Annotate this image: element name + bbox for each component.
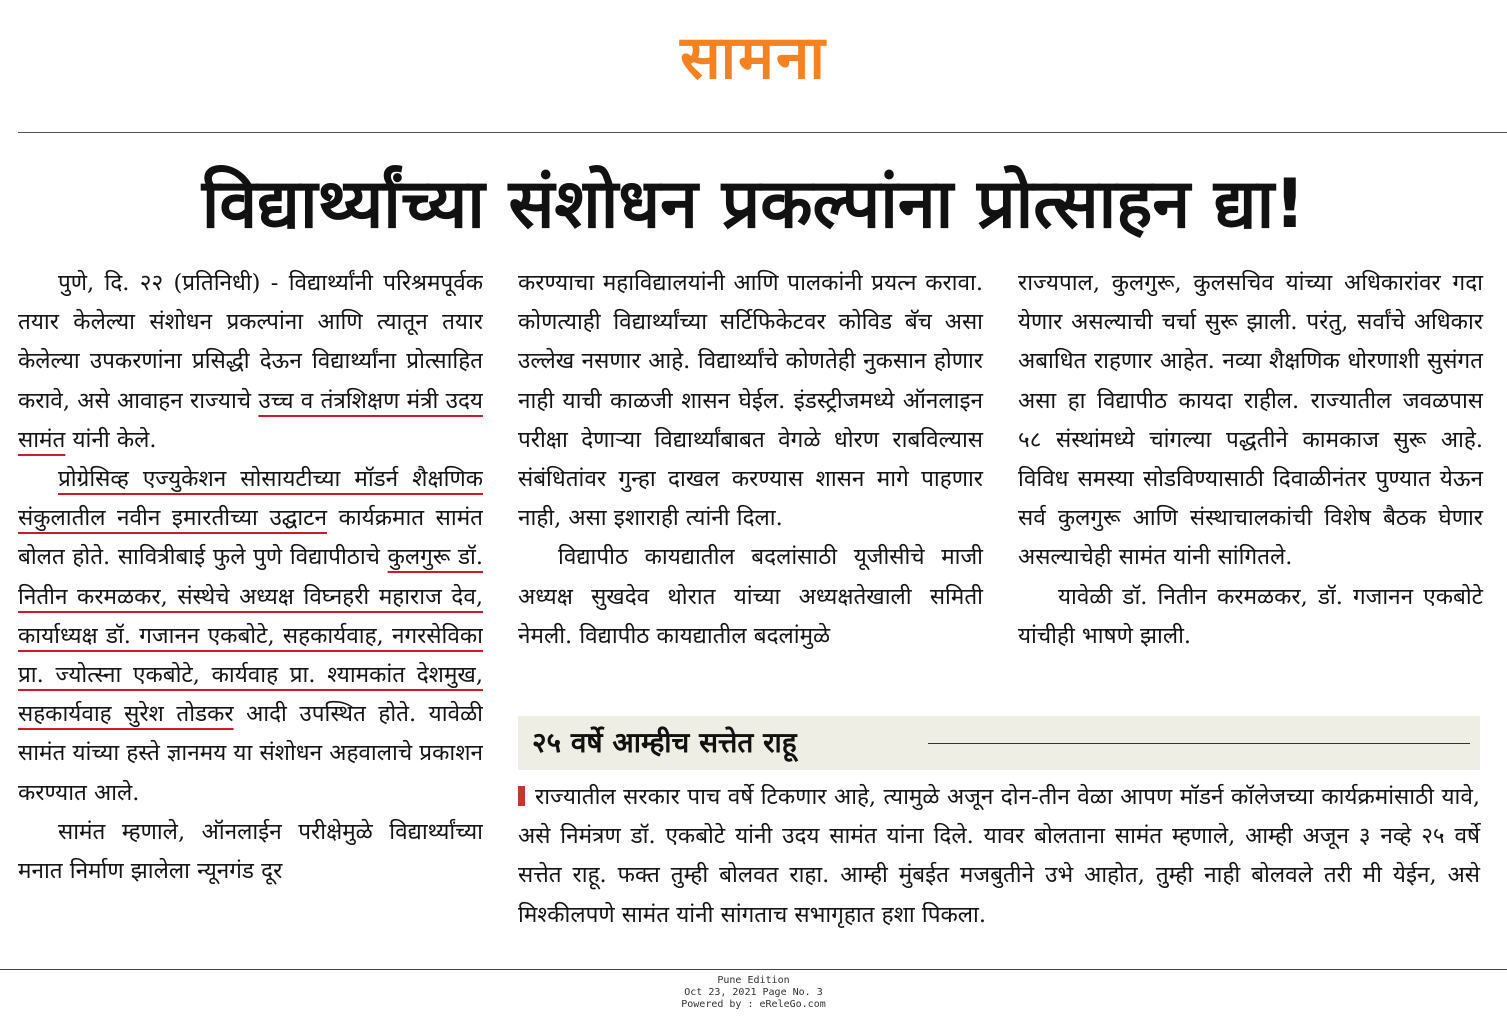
text: आदी उपस्थित होते. यावेळी सामंत यांच्या हस्ते ज्ञानमय या संशोधन अहवालाचे प्रकाशन करण्यात आले.	[18, 701, 483, 806]
page-footer	[0, 975, 1507, 1011]
date-page-label: Oct 23, 2021 Page No. 3	[684, 987, 823, 998]
article-column-2	[518, 264, 983, 656]
subheading: २५ वर्षे आम्हीच सत्तेत राहू	[532, 726, 797, 759]
masthead-divider	[18, 132, 1507, 133]
paragraph	[18, 460, 483, 813]
underlined-text: उच्च व तंत्रशिक्षण मंत्री उदय सामंत	[18, 387, 483, 453]
bullet-marker-icon	[518, 786, 525, 806]
paragraph	[518, 778, 1480, 935]
edition-label: Pune Edition	[717, 975, 790, 986]
text: पुणे, दि. २२ (प्रतिनिधी) - विद्यार्थ्यांनी परिश्रमपूर्वक तयार केलेल्या संशोधन प्रकल्पांना आणि त्यातून तयार केलेल्या उपकरणांना प्रसिद्धी देऊन विद्यार्थ्यांना प्रोत्साहित करावे, असे आवाहन राज्याचे	[18, 270, 483, 414]
paragraph	[18, 264, 483, 460]
text: कार्यक्रमात सामंत बोलत होते. सावित्रीबाई फुले पुणे विद्यापीठाचे	[18, 505, 483, 571]
paragraph: सामंत म्हणाले, ऑनलाईन परीक्षेमुळे विद्यार्थ्यांच्या मनात निर्माण झालेला न्यूनगंड दूर	[18, 818, 483, 885]
footer-divider	[0, 969, 1507, 970]
text: यांनी केले.	[65, 426, 157, 453]
article-column-1	[18, 264, 483, 970]
paragraph: करण्याचा महाविद्यालयांनी आणि पालकांनी प्रयत्न करावा. कोणत्याही विद्यार्थ्यांच्या सर्टिफिकेटवर कोविड बॅच असा उल्लेख नसणार आहे. विद्यार्थ्यांचे कोणतेही नुकसान होणार नाही याची काळजी शासन घेईल. इंडस्ट्रीजमध्ये ऑनलाइन परीक्षा देणाऱ्या विद्यार्थ्यांबाबत वेगळे धोरण राबविल्यास संबंधितांवर गुन्हा दाखल करण्यास शासन मागे पाहणार नाही, असा इशाराही त्यांनी दिला.	[518, 270, 983, 532]
paragraph: राज्यपाल, कुलगुरू, कुलसचिव यांच्या अधिकारांवर गदा येणार असल्याची चर्चा सुरू झाली. परंतु, सर्वांचे अधिकार अबाधित राहणार आहेत. नव्या शैक्षणिक धोरणाशी सुसंगत असा हा विद्यापीठ कायदा राहील. राज्यातील जवळपास ५८ संस्थांमध्ये चांगल्या पद्धतीने कामकाज सुरू आहे. विविध समस्या सोडविण्यासाठी दिवाळीनंतर पुण्यात येऊन सर्व कुलगुरू आणि संस्थाचालकांची विशेष बैठक घेणार असल्याचेही सामंत यांनी सांगितले.	[1018, 270, 1483, 571]
underlined-text: प्रोग्रेसिव्ह एज्युकेशन सोसायटीच्या मॉडर्न शैक्षणिक संकुलातील नवीन इमारतीच्या उद्घाटन	[18, 466, 483, 532]
text: राज्यातील सरकार पाच वर्षे टिकणार आहे, त्यामुळे अजून दोन-तीन वेळा आपण मॉडर्न कॉलेजच्या कार्यक्रमांसाठी यावे, असे निमंत्रण डॉ. एकबोटे यांनी उदय सामंत यांना दिले. यावर बोलताना सामंत म्हणाले, आम्ही अजून ३ नव्हे २५ वर्षे सत्तेत राहू. फक्त तुम्ही बोलवत राहा. आम्ही मुंबईत मजबुतीने उभे आहोत, तुम्ही नाही बोलवले तरी मी येईन, असे मिश्कीलपणे सामंत यांनी सांगताच सभागृहात हशा पिकला.	[518, 784, 1480, 928]
underlined-text: कुलगुरू डॉ. नितीन करमळकर, संस्थेचे अध्यक्ष विघ्नहरी महाराज देव, कार्याध्यक्ष डॉ. गजानन एकबोटे, सहकार्यवाह, नगरसेविका प्रा. ज्योत्स्ना एकबोटे, कार्यवाह प्रा. श्यामकांत देशमुख, सहकार्यवाह सुरेश तोडकर	[18, 544, 483, 728]
subheading-rule	[928, 743, 1470, 744]
article-wide-section	[518, 778, 1480, 935]
paragraph: यावेळी डॉ. नितीन करमळकर, डॉ. गजानन एकबोटे यांचीही भाषणे झाली.	[1018, 583, 1483, 649]
article-headline: विद्यार्थ्यांच्या संशोधन प्रकल्पांना प्रोत्साहन द्या!	[201, 165, 1306, 244]
paragraph: विद्यापीठ कायद्यातील बदलांसाठी यूजीसीचे माजी अध्यक्ष सुखदेव थोरात यांच्या अध्यक्षतेखाली समिती नेमली. विद्यापीठ कायद्यातील बदलांमुळे	[518, 544, 983, 649]
article-column-3	[1018, 264, 1483, 656]
powered-by-link[interactable]: Powered by : eReleGo.com	[681, 999, 826, 1010]
subheading-box	[518, 716, 1480, 770]
newspaper-masthead: सामना	[680, 23, 827, 93]
